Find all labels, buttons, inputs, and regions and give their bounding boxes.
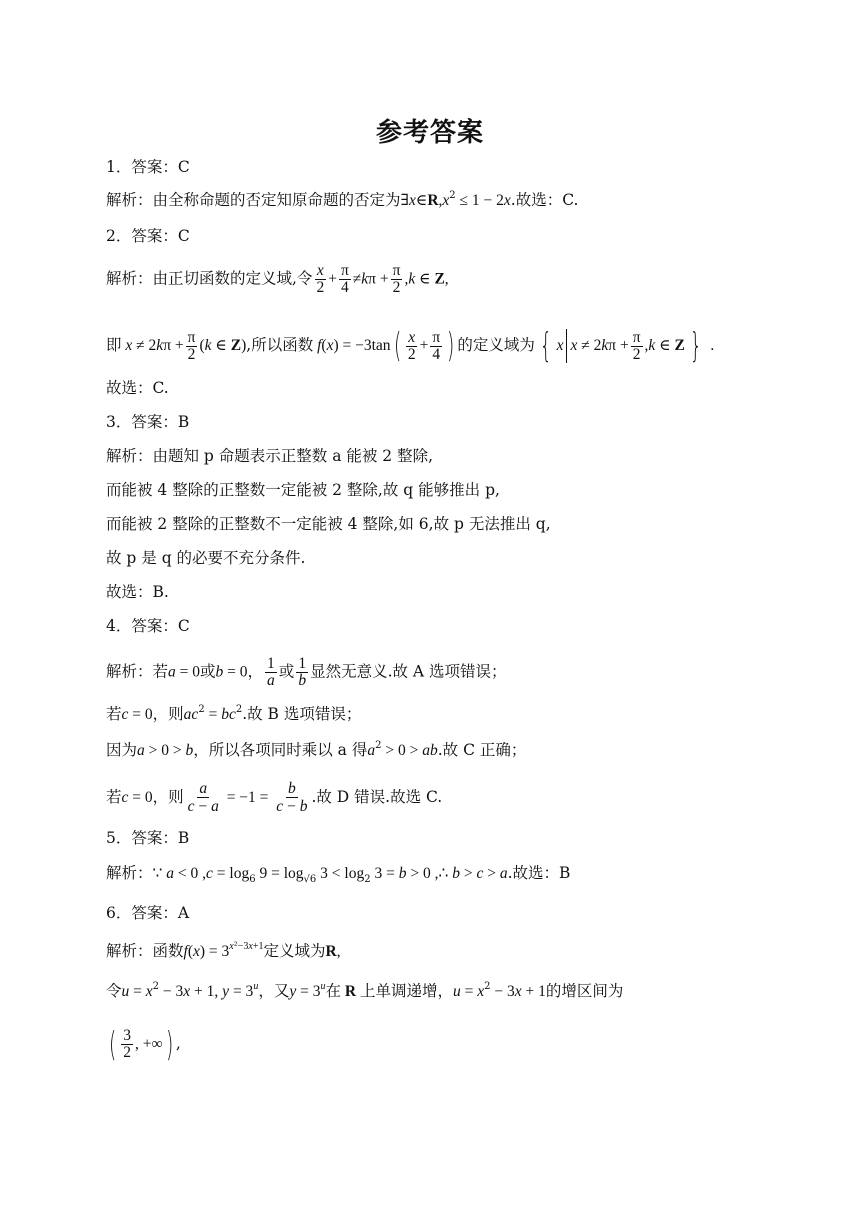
q5-answer: 5．答案：B — [106, 829, 190, 847]
q3-conclusion: 故选：B. — [106, 583, 169, 601]
q2-answer: 2．答案：C — [106, 227, 190, 245]
q6-answer: 6．答案：A — [106, 904, 190, 922]
q3-line-2: 而能被 4 整除的正整数一定能被 2 整除,故 q 能够推出 p, — [106, 481, 500, 499]
q1-answer: 1．答案：C — [106, 158, 190, 176]
q3-line-3: 而能被 2 整除的正整数不一定能被 4 整除,如 6,故 p 无法推出 q, — [106, 515, 551, 533]
q3-line-1: 解析：由题知 p 命题表示正整数 a 能被 2 整除, — [106, 447, 434, 465]
page-title: 参考答案 — [375, 118, 484, 148]
q4-answer: 4．答案：C — [106, 617, 190, 635]
q1-explanation: 解析：由全称命题的否定知原命题的否定为$\exists x\in R,x^2 \le 1 - 2x$.故选：C. — [106, 190, 579, 209]
q6-line-2: 令$u = x^2 - 3x + 1$, $y = 3^u$，又$y = 3^u$在 R 上单调递增，$u = x^2 - 3x + 1$的增区间为 — [106, 981, 624, 1000]
q4-line-2: 若c = 0，则$ac^2 = bc^2$.故 B 选项错误； — [106, 704, 362, 723]
q3-line-4: 故 p 是 q 的必要不充分条件. — [106, 549, 306, 567]
q3-answer: 3．答案：B — [106, 413, 190, 431]
q2-explanation-line2: 即 x ≠ 2kπ + $\frac{\pi}{2}$ (k ∈ Z),所以函数 f(x) = −3tan( $\frac{x}{2}$ + $\frac{\pi}{4}$ ) 的定义域为 { x x ≠ 2kπ + $\frac{\pi}{2}$ ,k ∈ Z } . — [106, 326, 715, 366]
q4-line-4: 若c = 0，则 $\frac{a}{c - a}$ = −1 = $\frac{b}{c - b}$ .故 D 错误.故选 C. — [106, 780, 443, 815]
q6-line-1: 解析：函数$f(x) = 3^{x^2-3x+1}$定义域为R, — [106, 941, 341, 960]
q5-explanation: 解析：∵ a < 0 $,c = \log_6 9 = \log_{√6} 3 < \log_2 3 = b > 0$ ,∴ b > c > a.故选：B — [106, 864, 571, 885]
q2-conclusion: 故选：C. — [106, 379, 169, 397]
q4-line-3: 因为a > 0 > b，所以各项同时乘以 a 得$a^2 > 0$ > ab.故 C 正确； — [106, 740, 527, 759]
q2-explanation-line1: 解析：由正切函数的定义域,令 $\frac{x}{2}$ + $\frac{\pi}{4}$ ≠kπ + $\frac{\pi}{2}$ ,k ∈ Z, — [106, 262, 449, 296]
q4-line-1: 解析：若a = 0或b = 0， $\frac{1}{a}$ 或 $\frac{1}{b}$ 显然无意义.故 A 选项错误； — [106, 655, 507, 689]
q6-line-3: ( $\frac{3}{2}$ , +∞) , — [108, 1024, 181, 1065]
